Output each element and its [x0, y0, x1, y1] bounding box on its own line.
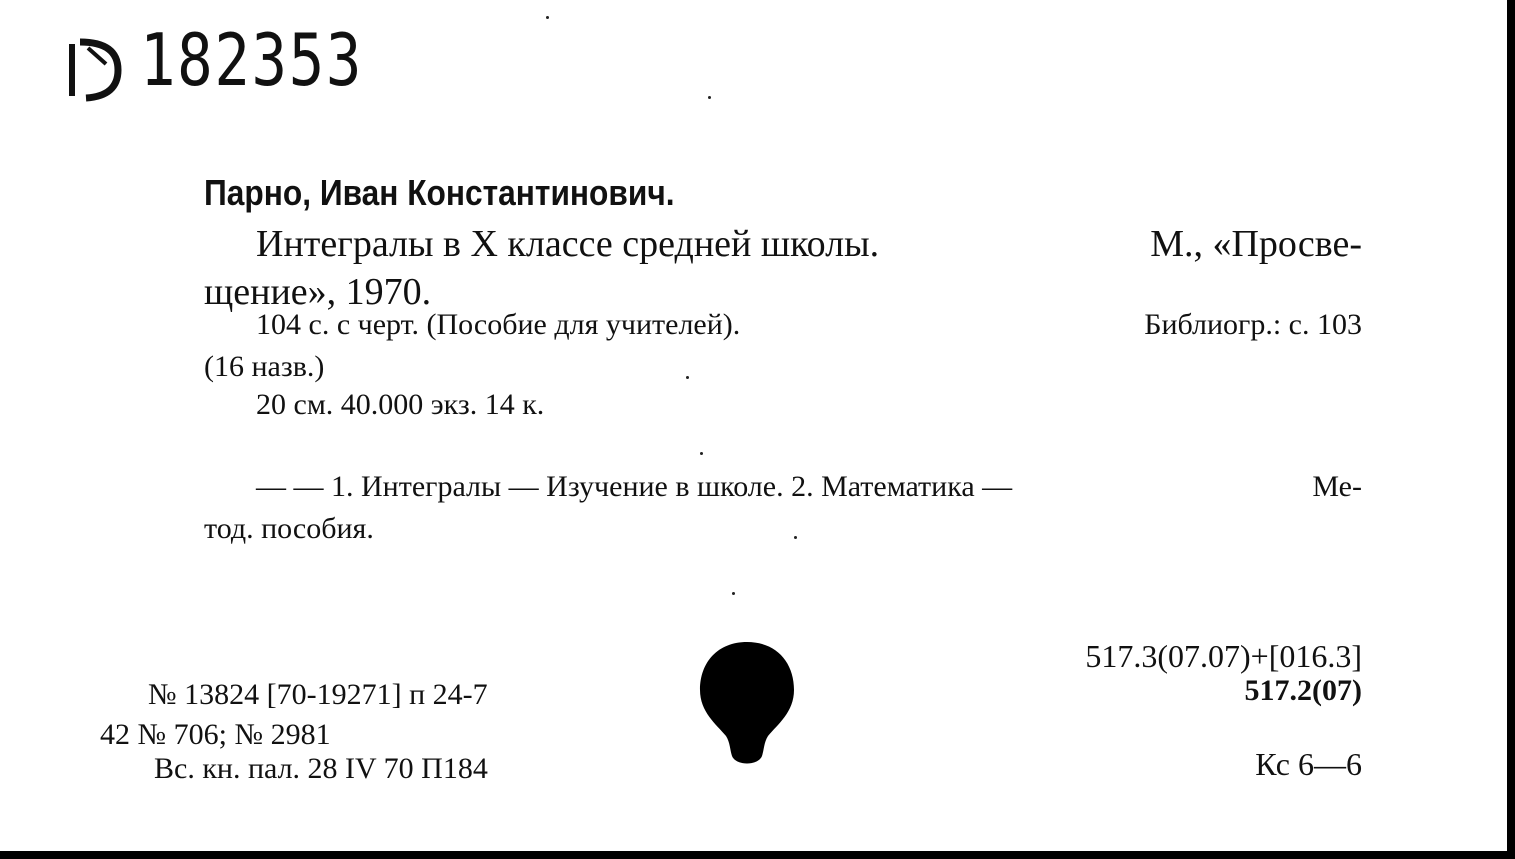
registration-line-1: № 13824 [70-19271] п 24-7	[148, 678, 488, 711]
speck	[732, 592, 735, 595]
subjects-line-1-end: Ме-	[1312, 470, 1362, 503]
card-number: 182353	[140, 18, 364, 102]
punch-hole-icon	[698, 640, 796, 768]
udc-code-2: 517.2(07)	[1244, 674, 1362, 707]
registration-line-3: Вс. кн. пал. 28 IV 70 П184	[154, 752, 488, 785]
speck	[700, 452, 703, 455]
title-line-2: щение», 1970.	[204, 271, 432, 313]
bibliography-note: Библиогр.: с. 103	[1144, 308, 1362, 341]
card-prefix-mark	[66, 34, 126, 104]
speck	[708, 96, 711, 99]
udc-code-1: 517.3(07.07)+[016.3]	[1085, 638, 1362, 674]
speck	[546, 16, 549, 19]
subjects-line-2: тод. пособия.	[204, 512, 374, 545]
classification-code: Кс 6—6	[1255, 746, 1362, 782]
title-line-1: Интегралы в X классе средней школы.	[256, 223, 880, 265]
author-heading: Парно, Иван Константинович.	[204, 172, 675, 213]
speck	[686, 376, 689, 379]
description-line-2: (16 назв.)	[204, 350, 325, 383]
description-line-3: 20 см. 40.000 экз. 14 к.	[256, 388, 545, 421]
title-line-1-imprint: М., «Просве-	[1150, 223, 1362, 265]
description-line-1: 104 с. с черт. (Пособие для учителей).	[256, 308, 741, 341]
speck	[794, 536, 797, 539]
registration-line-2: 42 № 706; № 2981	[100, 718, 331, 751]
subjects-line-1: — — 1. Интегралы — Изучение в школе. 2. Математика —	[256, 470, 1013, 503]
